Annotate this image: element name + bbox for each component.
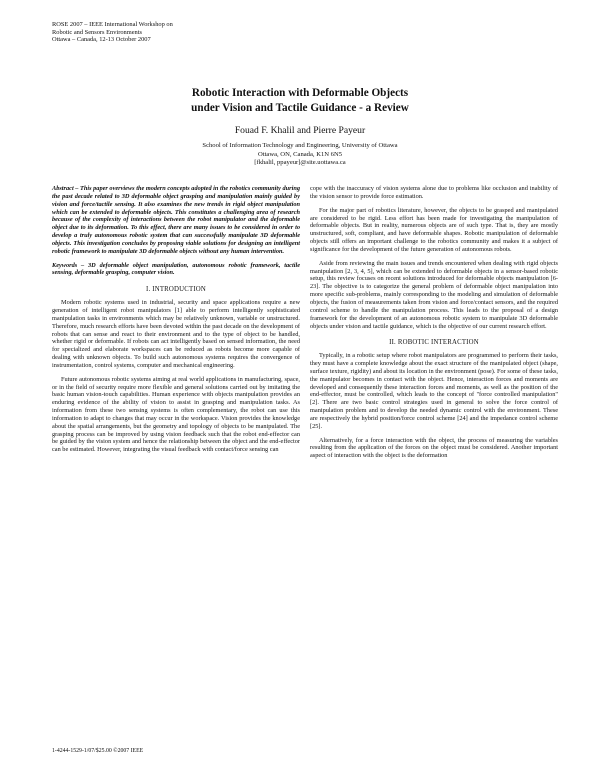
conference-header <box>52 21 173 44</box>
body-paragraph: Future autonomous robotic systems aiming at real world applications in manufacturing, space, or in the field of security require more flexible and general solutions carried out by imitating the basic human vision-touch capabilities. Human experience with objects manipulation provides an enduring evidence of the ability of vision to assist in grasping and manipulation tasks. As information from these two sensing systems is often complementary, the robot can use this information to adapt to changes that may occur in the workspace. Vision provides the knowledge about the spatial arrangements, but the geometry and topology of objects to be manipulated. The grasping process can be improved by using vision feedback such that the robot end-effector can be guided by the vision system and hence the relationship between the object and the end-effector can be estimated. However, integrating the visual feedback with contact/force sensing can <box>52 375 300 454</box>
copyright-footer: 1-4244-1529-1/07/$25.00 ©2007 IEEE <box>52 748 144 754</box>
abstract-label: Abstract <box>52 185 74 192</box>
body-paragraph: Alternatively, for a force interaction with the object, the process of measuring the variables resulting from the application of the forces on the object must be considered. Another important aspect of interaction with the object is the deformation <box>310 436 558 460</box>
body-paragraph: Typically, in a robotic setup where robot manipulators are programmed to perform their tasks, they must have a complete knowledge about the exact structure of the manipulated object (shape, surface texture, rigidity) and about its location in the environment (pose). For some of these tasks, the manipulator becomes in contact with the object. Hence, interaction forces and moments are developed and consequently these interaction forces and moments, as well as the position of the end-effector, must be controlled, which leads to the concept of "force controlled manipulation" [2]. There are two basic control strategies used in general to solve the force control of manipulation problem and to develop the needed dynamic control with the environment. These are respectively the hybrid position/force control scheme [24] and the impedance control scheme [25]. <box>310 352 558 430</box>
authors: Fouad F. Khalil and Pierre Payeur <box>234 125 366 136</box>
header-line: ROSE 2007 – IEEE International Workshop on <box>52 21 173 28</box>
body-paragraph: Modern robotic systems used in industrial, security and space applications require a new generation of intelligent robot manipulators [1] able to perform intelligently sophisticated manipulation tasks in environments which may be relatively unknown, variable or unstructured. Therefore, much research efforts have been devoted within the past decade on the development of robots that can sense and react to their environment and to the type of object to be handled, whether rigid or deformable. If robots can act intelligently based on sensed information, the need for specialized and elaborate workspaces can be reduced as robots become more capable of dealing with unknown objects. To build such autonomous systems requires the convergence of instrumentation, control systems, computer and mechanical engineering. <box>52 299 300 369</box>
body-paragraph: Aside from reviewing the main issues and trends encountered when dealing with rigid objects manipulation [2, 3, 4, 5], which can be extended to deformable objects in a sensor-based robotic setup, this review focuses on recent solutions introduced for deformable objects manipulation [6-23]. The objective is to categorize the general problem of deformable object manipulation into more specific sub-problems, mainly corresponding to the modeling and simulation of deformable objects, the fusion of measurements taken from vision and force/contact sensors, and the required control scheme to handle the manipulation process. This leads to the proposal of a design framework for the development of an autonomous robotic system to manipulate 3D deformable objects under vision and tactile guidance, which is the objective of our current research effort. <box>310 259 558 330</box>
section-heading-introduction: I. INTRODUCTION <box>145 286 206 294</box>
keywords <box>52 262 300 278</box>
body-paragraph: cope with the inaccuracy of vision systems alone due to problems like occlusion and inability of the vision sensor to provide force estimation. <box>310 185 558 200</box>
body-paragraph: For the major part of robotics literature, however, the objects to be grasped and manipulated are considered to be rigid. Less effort has been made for investigating the manipulation of deformable objects. But in reality, numerous objects are of such type. That is, they are mostly unstructured, soft, compliant, and have deformable shapes. Robotic manipulation of deformable objects still offers an important challenge to the robotics community and makes it a subject of significance for the development of the future generation of autonomous robots. <box>310 206 558 253</box>
keywords-text: – 3D deformable object manipulation, autonomous robotic framework, tactile sensing, deformable grasping, computer vision. <box>52 261 300 277</box>
affiliation <box>0 142 600 168</box>
abstract-text: – This paper overviews the modern concepts adopted in the robotics community during the past decade related to 3D deformable object grasping and manipulation mainly guided by vision and force/tactile sensing. It also examines the new trends in rigid object manipulation which can be extended to deformable objects. This constitutes a challenging area of research because of the complexity of interactions between the robot manipulator and the deformable object due to its deformation. To this effect, there are many issues to be considered in order to develop a truly autonomous robotic system that can successfully manipulate 3D deformable objects. This investigation concludes by proposing viable solutions for designing an intelligent robotic framework to manipulate 3D deformable objects without any human intervention. <box>52 185 300 255</box>
affiliation-line: Ottawa, ON, Canada, K1N 6N5 <box>257 150 343 158</box>
keywords-label: Keywords <box>52 261 78 269</box>
title-line: under Vision and Tactile Guidance - a Review <box>191 102 409 114</box>
paper-title <box>0 86 600 116</box>
title-line: Robotic Interaction with Deformable Objects <box>191 87 409 99</box>
left-column <box>52 185 300 454</box>
abstract <box>52 185 300 256</box>
right-column <box>310 185 558 460</box>
author-emails: [fkhalil, ppayeur]@site.uottawa.ca <box>254 159 346 167</box>
header-line: Ottawa – Canada, 12-13 October 2007 <box>52 36 151 44</box>
affiliation-line: School of Information Technology and Engineering, University of Ottawa <box>202 142 398 149</box>
section-heading-robotic-interaction: II. ROBOTIC INTERACTION <box>389 339 479 347</box>
header-line: Robotic and Sensors Environments <box>52 28 142 36</box>
